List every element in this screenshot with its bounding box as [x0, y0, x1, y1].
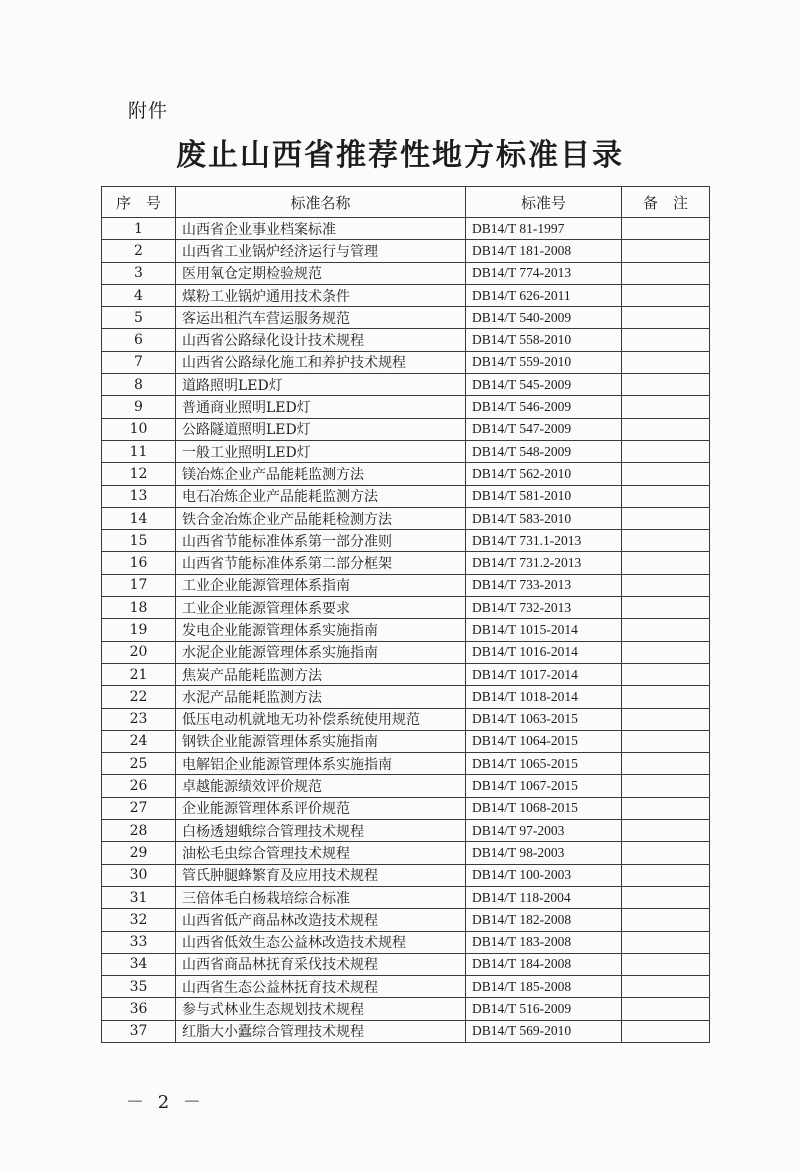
row-no-cell: 13 — [102, 485, 176, 507]
row-name-cell: 一般工业照明LED灯 — [176, 440, 466, 462]
row-note-cell — [622, 485, 710, 507]
page-number: － 2 － — [126, 1092, 205, 1113]
row-note-cell — [622, 218, 710, 240]
row-note-cell — [622, 396, 710, 418]
table-row — [102, 574, 710, 596]
row-no-cell: 5 — [102, 307, 176, 329]
table-row — [102, 284, 710, 306]
row-code-cell: DB14/T 1015-2014 — [466, 619, 622, 641]
row-name-cell: 山西省商品林抚育采伐技术规程 — [176, 953, 466, 975]
row-note-cell — [622, 931, 710, 953]
header-note: 备 注 — [622, 187, 710, 218]
row-code-cell: DB14/T 100-2003 — [466, 864, 622, 886]
row-note-cell — [622, 641, 710, 663]
table-row — [102, 485, 710, 507]
row-note-cell — [622, 440, 710, 462]
row-name-cell: 煤粉工业锅炉通用技术条件 — [176, 284, 466, 306]
row-no-cell: 6 — [102, 329, 176, 351]
row-no-cell: 21 — [102, 663, 176, 685]
row-code-cell: DB14/T 731.2-2013 — [466, 552, 622, 574]
row-note-cell — [622, 976, 710, 998]
row-no-cell: 25 — [102, 753, 176, 775]
row-no-cell: 16 — [102, 552, 176, 574]
row-code-cell: DB14/T 774-2013 — [466, 262, 622, 284]
table-row — [102, 329, 710, 351]
row-no-cell: 3 — [102, 262, 176, 284]
page-title: 废止山西省推荐性地方标准目录 — [176, 138, 624, 173]
row-code-cell: DB14/T 546-2009 — [466, 396, 622, 418]
row-no-cell: 2 — [102, 240, 176, 262]
row-code-cell: DB14/T 626-2011 — [466, 284, 622, 306]
row-no-cell: 10 — [102, 418, 176, 440]
row-note-cell — [622, 864, 710, 886]
row-code-cell: DB14/T 583-2010 — [466, 507, 622, 529]
row-name-cell: 电石冶炼企业产品能耗监测方法 — [176, 485, 466, 507]
row-code-cell: DB14/T 98-2003 — [466, 842, 622, 864]
row-note-cell — [622, 775, 710, 797]
row-code-cell: DB14/T 732-2013 — [466, 597, 622, 619]
row-code-cell: DB14/T 183-2008 — [466, 931, 622, 953]
row-no-cell: 29 — [102, 842, 176, 864]
row-no-cell: 35 — [102, 976, 176, 998]
row-name-cell: 山西省节能标准体系第一部分准则 — [176, 530, 466, 552]
table-row — [102, 842, 710, 864]
row-code-cell: DB14/T 185-2008 — [466, 976, 622, 998]
table-row — [102, 663, 710, 685]
table-row — [102, 931, 710, 953]
row-no-cell: 9 — [102, 396, 176, 418]
row-code-cell: DB14/T 731.1-2013 — [466, 530, 622, 552]
row-no-cell: 14 — [102, 507, 176, 529]
table-row — [102, 552, 710, 574]
row-note-cell — [622, 909, 710, 931]
table-row — [102, 708, 710, 730]
row-name-cell: 道路照明LED灯 — [176, 374, 466, 396]
row-name-cell: 山西省公路绿化设计技术规程 — [176, 329, 466, 351]
table-row — [102, 440, 710, 462]
table-row — [102, 307, 710, 329]
row-no-cell: 37 — [102, 1020, 176, 1042]
row-code-cell: DB14/T 1017-2014 — [466, 663, 622, 685]
row-no-cell: 34 — [102, 953, 176, 975]
row-code-cell: DB14/T 182-2008 — [466, 909, 622, 931]
row-name-cell: 镁冶炼企业产品能耗监测方法 — [176, 463, 466, 485]
table-row — [102, 976, 710, 998]
row-code-cell: DB14/T 548-2009 — [466, 440, 622, 462]
row-code-cell: DB14/T 581-2010 — [466, 485, 622, 507]
standards-table — [101, 186, 710, 1043]
table-row — [102, 351, 710, 373]
row-code-cell: DB14/T 569-2010 — [466, 1020, 622, 1042]
row-no-cell: 22 — [102, 686, 176, 708]
row-name-cell: 山西省生态公益林抚育技术规程 — [176, 976, 466, 998]
row-code-cell: DB14/T 540-2009 — [466, 307, 622, 329]
table-row — [102, 597, 710, 619]
attachment-label: 附件 — [128, 100, 169, 122]
row-code-cell: DB14/T 559-2010 — [466, 351, 622, 373]
table-row — [102, 1020, 710, 1042]
table-row — [102, 619, 710, 641]
table-row — [102, 262, 710, 284]
row-note-cell — [622, 797, 710, 819]
row-note-cell — [622, 374, 710, 396]
row-note-cell — [622, 886, 710, 908]
row-note-cell — [622, 953, 710, 975]
row-no-cell: 1 — [102, 218, 176, 240]
row-no-cell: 30 — [102, 864, 176, 886]
row-code-cell: DB14/T 1018-2014 — [466, 686, 622, 708]
row-note-cell — [622, 1020, 710, 1042]
row-name-cell: 山西省低产商品林改造技术规程 — [176, 909, 466, 931]
row-name-cell: 卓越能源绩效评价规范 — [176, 775, 466, 797]
row-code-cell: DB14/T 1068-2015 — [466, 797, 622, 819]
row-code-cell: DB14/T 1016-2014 — [466, 641, 622, 663]
row-code-cell: DB14/T 1063-2015 — [466, 708, 622, 730]
row-note-cell — [622, 597, 710, 619]
row-name-cell: 工业企业能源管理体系要求 — [176, 597, 466, 619]
row-name-cell: 客运出租汽车营运服务规范 — [176, 307, 466, 329]
row-note-cell — [622, 307, 710, 329]
header-no: 序 号 — [102, 187, 176, 218]
table-row — [102, 864, 710, 886]
row-no-cell: 8 — [102, 374, 176, 396]
table-body — [102, 218, 710, 1043]
row-note-cell — [622, 552, 710, 574]
row-note-cell — [622, 240, 710, 262]
table-row — [102, 909, 710, 931]
table-row — [102, 218, 710, 240]
row-no-cell: 19 — [102, 619, 176, 641]
row-code-cell: DB14/T 547-2009 — [466, 418, 622, 440]
row-note-cell — [622, 418, 710, 440]
row-note-cell — [622, 686, 710, 708]
row-name-cell: 三倍体毛白杨栽培综合标准 — [176, 886, 466, 908]
row-code-cell: DB14/T 97-2003 — [466, 820, 622, 842]
row-no-cell: 32 — [102, 909, 176, 931]
row-code-cell: DB14/T 1067-2015 — [466, 775, 622, 797]
row-no-cell: 33 — [102, 931, 176, 953]
table-row — [102, 730, 710, 752]
row-name-cell: 公路隧道照明LED灯 — [176, 418, 466, 440]
row-name-cell: 焦炭产品能耗监测方法 — [176, 663, 466, 685]
row-code-cell: DB14/T 184-2008 — [466, 953, 622, 975]
row-no-cell: 31 — [102, 886, 176, 908]
table-row — [102, 418, 710, 440]
row-code-cell: DB14/T 562-2010 — [466, 463, 622, 485]
row-no-cell: 23 — [102, 708, 176, 730]
table-row — [102, 953, 710, 975]
header-code: 标准号 — [466, 187, 622, 218]
row-name-cell: 钢铁企业能源管理体系实施指南 — [176, 730, 466, 752]
table-row — [102, 820, 710, 842]
row-no-cell: 15 — [102, 530, 176, 552]
row-note-cell — [622, 753, 710, 775]
table-row — [102, 998, 710, 1020]
table-row — [102, 463, 710, 485]
row-note-cell — [622, 574, 710, 596]
row-note-cell — [622, 262, 710, 284]
row-note-cell — [622, 708, 710, 730]
row-name-cell: 企业能源管理体系评价规范 — [176, 797, 466, 819]
row-code-cell: DB14/T 545-2009 — [466, 374, 622, 396]
row-name-cell: 山西省节能标准体系第二部分框架 — [176, 552, 466, 574]
table-header-row — [102, 187, 710, 218]
row-note-cell — [622, 663, 710, 685]
row-note-cell — [622, 463, 710, 485]
header-name: 标准名称 — [176, 187, 466, 218]
row-name-cell: 电解铝企业能源管理体系实施指南 — [176, 753, 466, 775]
row-no-cell: 24 — [102, 730, 176, 752]
table-row — [102, 374, 710, 396]
table-row — [102, 641, 710, 663]
table-row — [102, 686, 710, 708]
row-no-cell: 20 — [102, 641, 176, 663]
row-name-cell: 白杨透翅蛾综合管理技术规程 — [176, 820, 466, 842]
row-name-cell: 发电企业能源管理体系实施指南 — [176, 619, 466, 641]
row-name-cell: 水泥产品能耗监测方法 — [176, 686, 466, 708]
row-no-cell: 7 — [102, 351, 176, 373]
row-name-cell: 山西省企业事业档案标准 — [176, 218, 466, 240]
row-note-cell — [622, 351, 710, 373]
table-row — [102, 396, 710, 418]
row-name-cell: 参与式林业生态规划技术规程 — [176, 998, 466, 1020]
row-name-cell: 红脂大小蠹综合管理技术规程 — [176, 1020, 466, 1042]
row-name-cell: 山西省低效生态公益林改造技术规程 — [176, 931, 466, 953]
row-note-cell — [622, 730, 710, 752]
row-code-cell: DB14/T 81-1997 — [466, 218, 622, 240]
row-note-cell — [622, 530, 710, 552]
row-code-cell: DB14/T 1065-2015 — [466, 753, 622, 775]
table-row — [102, 240, 710, 262]
row-no-cell: 12 — [102, 463, 176, 485]
row-no-cell: 18 — [102, 597, 176, 619]
table-row — [102, 530, 710, 552]
row-name-cell: 铁合金冶炼企业产品能耗检测方法 — [176, 507, 466, 529]
table-row — [102, 797, 710, 819]
row-name-cell: 水泥企业能源管理体系实施指南 — [176, 641, 466, 663]
row-name-cell: 工业企业能源管理体系指南 — [176, 574, 466, 596]
row-note-cell — [622, 998, 710, 1020]
row-code-cell: DB14/T 181-2008 — [466, 240, 622, 262]
row-no-cell: 11 — [102, 440, 176, 462]
row-name-cell: 低压电动机就地无功补偿系统使用规范 — [176, 708, 466, 730]
row-no-cell: 17 — [102, 574, 176, 596]
row-note-cell — [622, 329, 710, 351]
table-row — [102, 753, 710, 775]
row-name-cell: 油松毛虫综合管理技术规程 — [176, 842, 466, 864]
row-name-cell: 管氏肿腿蜂繁育及应用技术规程 — [176, 864, 466, 886]
row-code-cell: DB14/T 1064-2015 — [466, 730, 622, 752]
row-no-cell: 36 — [102, 998, 176, 1020]
table-row — [102, 886, 710, 908]
row-name-cell: 山西省公路绿化施工和养护技术规程 — [176, 351, 466, 373]
table-row — [102, 507, 710, 529]
row-note-cell — [622, 820, 710, 842]
row-name-cell: 医用氧仓定期检验规范 — [176, 262, 466, 284]
row-code-cell: DB14/T 558-2010 — [466, 329, 622, 351]
row-code-cell: DB14/T 516-2009 — [466, 998, 622, 1020]
row-no-cell: 4 — [102, 284, 176, 306]
row-name-cell: 山西省工业锅炉经济运行与管理 — [176, 240, 466, 262]
row-name-cell: 普通商业照明LED灯 — [176, 396, 466, 418]
row-no-cell: 28 — [102, 820, 176, 842]
row-note-cell — [622, 507, 710, 529]
row-note-cell — [622, 619, 710, 641]
row-code-cell: DB14/T 118-2004 — [466, 886, 622, 908]
row-code-cell: DB14/T 733-2013 — [466, 574, 622, 596]
row-note-cell — [622, 284, 710, 306]
row-no-cell: 27 — [102, 797, 176, 819]
row-no-cell: 26 — [102, 775, 176, 797]
table-row — [102, 775, 710, 797]
row-note-cell — [622, 842, 710, 864]
